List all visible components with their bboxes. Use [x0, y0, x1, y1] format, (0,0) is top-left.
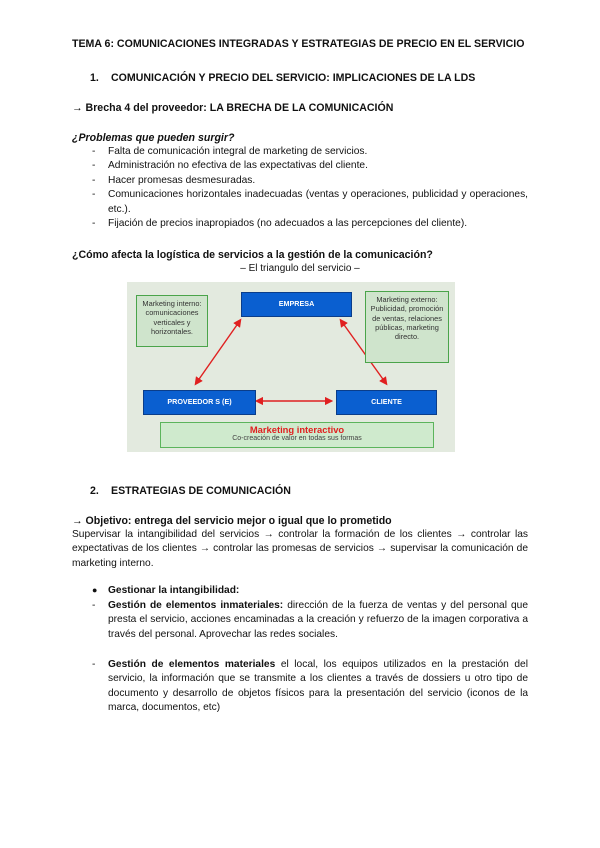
- list-item: - Fijación de precios inapropiados (no adecuados a las percepciones del cliente).: [72, 217, 528, 231]
- list-item: - Administración no efectiva de las expectativas del cliente.: [72, 159, 528, 173]
- cliente-box: CLIENTE: [336, 390, 437, 415]
- gap-line: → Brecha 4 del proveedor: LA BRECHA DE LA COMUNICACIÓN: [72, 102, 394, 114]
- objective-text: Supervisar la intangibilidad del servicios → controlar la formación de los clientes → controlar las expectativas de los clientes → controlar las promesas de servicios → supervisar la comunicación de marketing interno.: [72, 529, 528, 569]
- section-2-heading: ESTRATEGIAS DE COMUNICACIÓN: [111, 485, 291, 497]
- section-1-number: 1.: [90, 72, 99, 84]
- intangibility-bullet: Gestionar la intangibilidad:: [108, 585, 240, 596]
- section-1-heading: COMUNICACIÓN Y PRECIO DEL SERVICIO: IMPLICACIONES DE LA LDS: [111, 72, 476, 84]
- proveedores-box: PROVEEDOR S (E): [143, 390, 256, 415]
- internal-marketing-note: Marketing interno: comunicaciones verticales y horizontales.: [136, 295, 208, 347]
- material-elements-label: Gestión de elementos materiales: [108, 659, 276, 670]
- triangle-caption: – El triangulo del servicio –: [240, 263, 360, 274]
- dash-marker: -: [92, 600, 96, 611]
- material-elements-paragraph: [108, 658, 528, 716]
- list-item: - Falta de comunicación integral de marketing de servicios.: [72, 145, 528, 159]
- page-title: TEMA 6: COMUNICACIONES INTEGRADAS Y ESTRATEGIAS DE PRECIO EN EL SERVICIO: [72, 38, 525, 50]
- list-item: - Comunicaciones horizontales inadecuadas (ventas y operaciones, publicidad y operaciones, etc.).: [72, 188, 528, 217]
- objective-line: → Objetivo: entrega del servicio mejor o igual que lo prometido: [72, 515, 392, 527]
- bullet-dot-icon: ●: [92, 585, 98, 595]
- external-marketing-note: Marketing externo: Publicidad, promoción de ventas, relaciones públicas, marketing directo.: [365, 291, 449, 363]
- problems-heading: ¿Problemas que pueden surgir?: [72, 132, 235, 144]
- immaterial-elements-paragraph: [108, 599, 528, 642]
- service-triangle-diagram: [127, 282, 455, 452]
- interactive-marketing-band: [160, 422, 434, 448]
- dash-marker: -: [92, 659, 96, 670]
- problems-list: [72, 145, 528, 232]
- empresa-box: EMPRESA: [241, 292, 352, 317]
- logistics-question: ¿Cómo afecta la logística de servicios a la gestión de la comunicación?: [72, 249, 433, 261]
- interactive-title: Marketing interactivo: [249, 424, 345, 435]
- section-2-number: 2.: [90, 485, 99, 497]
- immaterial-elements-text: dirección de la fuerza de ventas y del personal que presta el servicio, acciones encaminadas a la creación y refuerzo de la imagen corporativa a través del personal. Aprovechar las redes sociales.: [108, 600, 528, 640]
- material-elements-text: el local, los equipos utilizados en la prestación del servicio, la información que se transmite a los clientes a través de dossiers u otro tipo de documento y desarrollo de objetos físicos para la presentación del servicio (iconos de la marca, documentos, etc): [108, 659, 528, 714]
- list-item: - Hacer promesas desmesuradas.: [72, 174, 528, 188]
- interactive-subtitle: Co-creación de valor en todas sus formas: [232, 435, 362, 443]
- immaterial-elements-label: Gestión de elementos inmateriales:: [108, 600, 284, 611]
